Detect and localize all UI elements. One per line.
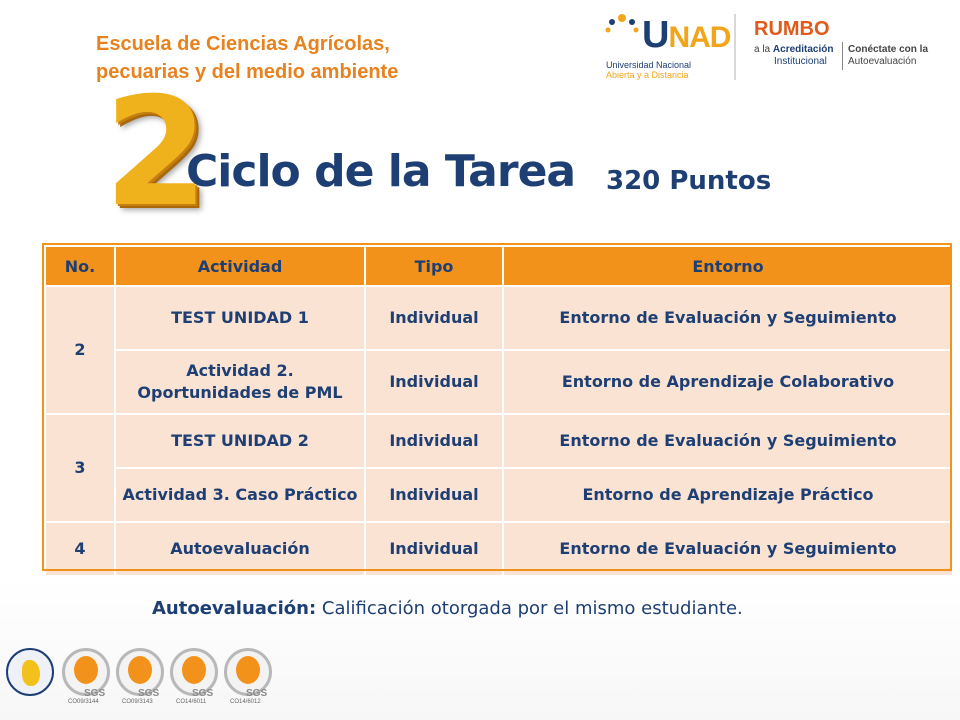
checkmark-icon — [236, 656, 260, 684]
cell-actividad: TEST UNIDAD 2 — [115, 414, 365, 468]
unad-u: U — [642, 14, 669, 56]
footnote — [152, 598, 852, 619]
footnote-definition: Calificación otorgada por el mismo estudiante. — [316, 598, 743, 619]
colombia-seal-icon — [6, 648, 54, 696]
checkmark-icon — [74, 656, 98, 684]
cell-tipo: Individual — [365, 350, 503, 414]
cell-actividad: TEST UNIDAD 1 — [115, 286, 365, 350]
rumbo-wordmark: RUMBO — [754, 18, 830, 40]
seal-label: SGS — [246, 688, 268, 699]
cell-no: 4 — [45, 522, 115, 576]
seal-code: CO14/6011 — [176, 699, 207, 705]
table-header-row — [45, 246, 953, 286]
table-row — [45, 350, 953, 414]
seal-code: CO14/6012 — [230, 699, 261, 705]
sgs-seal-icon — [62, 648, 114, 704]
cell-entorno: Entorno de Evaluación y Seguimiento — [503, 522, 953, 576]
cell-tipo: Individual — [365, 414, 503, 468]
unad-person-icon — [600, 10, 644, 60]
rumbo-logo — [746, 18, 956, 78]
cycle-number: 2 — [104, 66, 209, 240]
table-row — [45, 414, 953, 468]
school-name-line2: pecuarias y del medio ambiente — [96, 61, 399, 83]
cell-tipo: Individual — [365, 468, 503, 522]
seal-label: SGS — [138, 688, 160, 699]
seal-code: CO09/3143 — [122, 699, 153, 705]
footnote-term: Autoevaluación: — [152, 598, 317, 619]
rumbo-line2: Institucional — [774, 56, 827, 67]
cell-entorno: Entorno de Aprendizaje Colaborativo — [503, 350, 953, 414]
unad-subtitle-line2: Abierta y a Distancia — [606, 70, 689, 80]
table-row — [45, 468, 953, 522]
rumbo-line1-pre: a la — [754, 44, 773, 55]
cell-actividad: Autoevaluación — [115, 522, 365, 576]
rumbo-right2: Autoevaluación — [848, 56, 917, 67]
unad-subtitle — [606, 60, 720, 80]
page-title: Ciclo de la Tarea — [186, 146, 576, 197]
cell-tipo: Individual — [365, 522, 503, 576]
seal-code: CO09/3144 — [68, 699, 99, 705]
colombia-map-icon — [22, 660, 40, 686]
unad-logo — [600, 10, 731, 82]
rumbo-right1: Conéctate con la — [848, 44, 929, 55]
cell-entorno: Entorno de Evaluación y Seguimiento — [503, 414, 953, 468]
unad-subtitle-line1: Universidad Nacional — [606, 60, 692, 70]
rumbo-line1-bold: Acreditación — [772, 44, 834, 55]
seal-label: SGS — [192, 688, 214, 699]
rumbo-line1 — [754, 44, 833, 55]
rumbo-separator — [842, 42, 843, 70]
sgs-seal-icon — [224, 648, 276, 704]
table-row — [45, 522, 953, 576]
header-entorno: Entorno — [503, 246, 953, 286]
table-row — [45, 286, 953, 350]
checkmark-icon — [128, 656, 152, 684]
cell-actividad: Actividad 3. Caso Práctico — [115, 468, 365, 522]
sgs-seal-icon — [116, 648, 168, 704]
cell-entorno: Entorno de Aprendizaje Práctico — [503, 468, 953, 522]
header-tipo: Tipo — [365, 246, 503, 286]
seal-label: SGS — [84, 688, 106, 699]
header-no: No. — [45, 246, 115, 286]
cell-entorno: Entorno de Evaluación y Seguimiento — [503, 286, 953, 350]
activities-table — [44, 245, 954, 577]
unad-nad: NAD — [668, 21, 731, 54]
school-name-line1: Escuela de Ciencias Agrícolas, — [96, 33, 390, 55]
cell-no: 2 — [45, 286, 115, 414]
unad-wordmark — [642, 14, 730, 57]
points-label: 320 Puntos — [606, 166, 772, 196]
header-actividad: Actividad — [115, 246, 365, 286]
cell-tipo: Individual — [365, 286, 503, 350]
checkmark-icon — [182, 656, 206, 684]
cell-actividad: Actividad 2. Oportunidades de PML — [115, 350, 365, 414]
cell-no: 3 — [45, 414, 115, 522]
logo-divider — [734, 14, 736, 80]
sgs-seal-icon — [170, 648, 222, 704]
